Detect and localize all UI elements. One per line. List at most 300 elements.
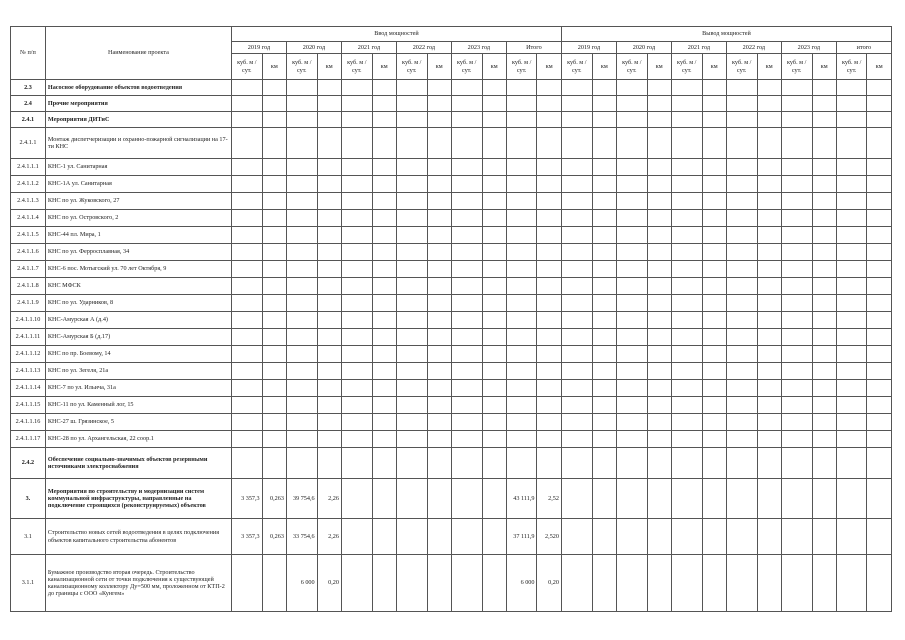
value-cell <box>262 128 286 159</box>
header-unit-km: км <box>317 54 341 80</box>
empty-cell <box>836 346 867 363</box>
header-unit-flow: куб. м / сут. <box>231 54 262 80</box>
empty-cell <box>561 414 592 431</box>
empty-cell <box>867 346 892 363</box>
value-cell <box>537 448 561 479</box>
empty-cell <box>372 380 396 397</box>
empty-cell <box>427 380 451 397</box>
value-cell <box>537 159 561 176</box>
value-cell <box>537 261 561 278</box>
value-cell <box>317 96 341 112</box>
row-project-name: КНС-27 ш. Грязинское, 5 <box>45 414 231 431</box>
value-cell <box>537 380 561 397</box>
empty-cell <box>427 555 451 612</box>
row-project-name: КНС-44 пл. Мира, 1 <box>45 227 231 244</box>
empty-cell <box>812 380 836 397</box>
value-cell: 43 111,9 <box>506 479 537 519</box>
empty-cell <box>451 159 482 176</box>
empty-cell <box>341 159 372 176</box>
empty-cell <box>867 159 892 176</box>
value-cell <box>286 346 317 363</box>
value-cell <box>506 431 537 448</box>
empty-cell <box>341 329 372 346</box>
empty-cell <box>836 261 867 278</box>
empty-cell <box>616 159 647 176</box>
empty-cell <box>836 159 867 176</box>
row-number: 2.4.1.1.2 <box>11 176 46 193</box>
value-cell <box>537 128 561 159</box>
empty-cell <box>671 227 702 244</box>
empty-cell <box>867 176 892 193</box>
value-cell: 6 000 <box>506 555 537 612</box>
empty-cell <box>616 479 647 519</box>
empty-cell <box>561 519 592 555</box>
value-cell <box>262 80 286 96</box>
empty-cell <box>592 227 616 244</box>
empty-cell <box>812 227 836 244</box>
empty-cell <box>867 227 892 244</box>
empty-cell <box>812 329 836 346</box>
empty-cell <box>867 448 892 479</box>
row-project-name: Монтаж диспетчеризации и охранно-пожарной сигнализации на 17-ти КНС <box>45 128 231 159</box>
value-cell <box>286 227 317 244</box>
value-cell: 0,263 <box>262 519 286 555</box>
value-cell <box>286 363 317 380</box>
value-cell <box>262 210 286 227</box>
empty-cell <box>341 112 372 128</box>
empty-cell <box>451 80 482 96</box>
value-cell <box>286 295 317 312</box>
empty-cell <box>812 80 836 96</box>
row-project-name: Бумажное производство вторая очередь. Строительство канализационной сети от точки подключения к существующей канализационному коллектору Ду=500 мм, проложенном от КТП-2 до границы с ООО «Кунгем» <box>45 555 231 612</box>
row-project-name: КНС-1 ул. Санитарная <box>45 159 231 176</box>
empty-cell <box>702 295 726 312</box>
empty-cell <box>867 210 892 227</box>
value-cell <box>231 112 262 128</box>
header-year-out: 2019 год <box>561 42 616 54</box>
value-cell <box>537 414 561 431</box>
empty-cell <box>396 176 427 193</box>
empty-cell <box>781 80 812 96</box>
value-cell <box>317 80 341 96</box>
value-cell <box>231 329 262 346</box>
empty-cell <box>372 312 396 329</box>
empty-cell <box>781 128 812 159</box>
row-project-name: Обеспечение социально-значимых объектов резервными источниками электроснабжения <box>45 448 231 479</box>
header-unit-km: км <box>372 54 396 80</box>
empty-cell <box>592 346 616 363</box>
empty-cell <box>372 112 396 128</box>
value-cell <box>317 414 341 431</box>
value-cell <box>262 193 286 210</box>
empty-cell <box>372 210 396 227</box>
table-row <box>11 80 892 96</box>
empty-cell <box>702 176 726 193</box>
value-cell <box>286 448 317 479</box>
empty-cell <box>396 159 427 176</box>
empty-cell <box>836 363 867 380</box>
empty-cell <box>561 479 592 519</box>
value-cell <box>231 261 262 278</box>
empty-cell <box>757 363 781 380</box>
empty-cell <box>757 96 781 112</box>
empty-cell <box>726 176 757 193</box>
value-cell <box>506 295 537 312</box>
value-cell <box>231 159 262 176</box>
empty-cell <box>427 329 451 346</box>
empty-cell <box>867 431 892 448</box>
header-unit-flow: куб. м / сут. <box>396 54 427 80</box>
empty-cell <box>702 414 726 431</box>
value-cell <box>537 96 561 112</box>
value-cell <box>537 329 561 346</box>
value-cell <box>286 96 317 112</box>
empty-cell <box>781 227 812 244</box>
value-cell <box>262 159 286 176</box>
value-cell <box>262 261 286 278</box>
empty-cell <box>372 261 396 278</box>
empty-cell <box>372 555 396 612</box>
row-number: 2.4.1.1.7 <box>11 261 46 278</box>
empty-cell <box>781 380 812 397</box>
row-number: 2.4.1.1.5 <box>11 227 46 244</box>
empty-cell <box>812 519 836 555</box>
empty-cell <box>867 414 892 431</box>
row-number: 2.4.1.1.16 <box>11 414 46 431</box>
value-cell <box>231 295 262 312</box>
empty-cell <box>372 244 396 261</box>
empty-cell <box>726 278 757 295</box>
empty-cell <box>867 244 892 261</box>
empty-cell <box>757 176 781 193</box>
row-project-name: КНС по ул. Зегеля, 21а <box>45 363 231 380</box>
empty-cell <box>372 128 396 159</box>
empty-cell <box>757 329 781 346</box>
empty-cell <box>616 363 647 380</box>
table-row <box>11 261 892 278</box>
empty-cell <box>726 193 757 210</box>
empty-cell <box>451 479 482 519</box>
empty-cell <box>427 295 451 312</box>
empty-cell <box>781 329 812 346</box>
empty-cell <box>372 295 396 312</box>
empty-cell <box>867 329 892 346</box>
empty-cell <box>671 112 702 128</box>
empty-cell <box>561 380 592 397</box>
empty-cell <box>757 519 781 555</box>
value-cell: 37 111,9 <box>506 519 537 555</box>
empty-cell <box>616 176 647 193</box>
empty-cell <box>372 448 396 479</box>
header-unit-flow: куб. м / сут. <box>781 54 812 80</box>
empty-cell <box>372 80 396 96</box>
header-year-out: 2023 год <box>781 42 836 54</box>
empty-cell <box>616 380 647 397</box>
row-number: 2.4.1.1.6 <box>11 244 46 261</box>
empty-cell <box>372 176 396 193</box>
value-cell <box>262 555 286 612</box>
empty-cell <box>451 448 482 479</box>
empty-cell <box>671 380 702 397</box>
table-row <box>11 479 892 519</box>
empty-cell <box>341 346 372 363</box>
empty-cell <box>561 80 592 96</box>
header-unit-km: км <box>757 54 781 80</box>
empty-cell <box>757 414 781 431</box>
value-cell <box>231 278 262 295</box>
value-cell <box>506 346 537 363</box>
empty-cell <box>396 210 427 227</box>
empty-cell <box>757 80 781 96</box>
table-row <box>11 278 892 295</box>
empty-cell <box>647 176 671 193</box>
empty-cell <box>671 448 702 479</box>
empty-cell <box>341 431 372 448</box>
empty-cell <box>647 312 671 329</box>
empty-cell <box>757 479 781 519</box>
header-capacity-in: Ввод мощностей <box>231 27 561 42</box>
value-cell <box>537 312 561 329</box>
header-unit-flow: куб. м / сут. <box>506 54 537 80</box>
empty-cell <box>372 96 396 112</box>
empty-cell <box>396 363 427 380</box>
empty-cell <box>427 346 451 363</box>
value-cell <box>537 112 561 128</box>
empty-cell <box>616 80 647 96</box>
empty-cell <box>781 448 812 479</box>
empty-cell <box>671 312 702 329</box>
empty-cell <box>836 479 867 519</box>
empty-cell <box>427 363 451 380</box>
empty-cell <box>592 278 616 295</box>
empty-cell <box>341 96 372 112</box>
empty-cell <box>341 227 372 244</box>
empty-cell <box>702 519 726 555</box>
empty-cell <box>781 261 812 278</box>
empty-cell <box>396 244 427 261</box>
value-cell <box>286 159 317 176</box>
empty-cell <box>812 346 836 363</box>
empty-cell <box>726 414 757 431</box>
empty-cell <box>482 479 506 519</box>
empty-cell <box>726 363 757 380</box>
row-number: 3. <box>11 479 46 519</box>
empty-cell <box>561 431 592 448</box>
empty-cell <box>781 278 812 295</box>
value-cell <box>231 397 262 414</box>
empty-cell <box>592 80 616 96</box>
empty-cell <box>647 244 671 261</box>
empty-cell <box>396 96 427 112</box>
empty-cell <box>647 210 671 227</box>
empty-cell <box>781 414 812 431</box>
row-number: 2.4.1.1.17 <box>11 431 46 448</box>
empty-cell <box>561 329 592 346</box>
empty-cell <box>561 244 592 261</box>
empty-cell <box>867 261 892 278</box>
empty-cell <box>592 261 616 278</box>
empty-cell <box>647 346 671 363</box>
empty-cell <box>671 159 702 176</box>
empty-cell <box>726 380 757 397</box>
empty-cell <box>427 128 451 159</box>
empty-cell <box>702 448 726 479</box>
empty-cell <box>836 227 867 244</box>
empty-cell <box>757 380 781 397</box>
value-cell <box>537 244 561 261</box>
empty-cell <box>836 448 867 479</box>
empty-cell <box>341 128 372 159</box>
value-cell <box>537 210 561 227</box>
empty-cell <box>726 397 757 414</box>
row-project-name: КНС-28 по ул. Архангельская, 22 соор.1 <box>45 431 231 448</box>
header-unit-km: км <box>537 54 561 80</box>
empty-cell <box>451 555 482 612</box>
row-number: 2.4.1.1.8 <box>11 278 46 295</box>
value-cell <box>231 346 262 363</box>
header-unit-km: км <box>262 54 286 80</box>
empty-cell <box>726 96 757 112</box>
empty-cell <box>781 431 812 448</box>
value-cell <box>317 312 341 329</box>
value-cell <box>506 80 537 96</box>
empty-cell <box>427 96 451 112</box>
value-cell <box>286 414 317 431</box>
empty-cell <box>451 329 482 346</box>
empty-cell <box>647 159 671 176</box>
value-cell <box>317 244 341 261</box>
empty-cell <box>757 295 781 312</box>
empty-cell <box>867 80 892 96</box>
value-cell <box>506 380 537 397</box>
empty-cell <box>671 96 702 112</box>
empty-cell <box>372 397 396 414</box>
value-cell <box>262 312 286 329</box>
empty-cell <box>781 96 812 112</box>
header-unit-km: км <box>702 54 726 80</box>
header-unit-flow: куб. м / сут. <box>836 54 867 80</box>
empty-cell <box>561 193 592 210</box>
value-cell <box>506 414 537 431</box>
empty-cell <box>372 329 396 346</box>
empty-cell <box>482 397 506 414</box>
empty-cell <box>451 128 482 159</box>
value-cell <box>286 380 317 397</box>
empty-cell <box>647 380 671 397</box>
empty-cell <box>702 112 726 128</box>
empty-cell <box>836 295 867 312</box>
value-cell <box>506 448 537 479</box>
value-cell: 39 754,6 <box>286 479 317 519</box>
value-cell <box>317 397 341 414</box>
value-cell <box>506 329 537 346</box>
value-cell <box>262 397 286 414</box>
table-row <box>11 555 892 612</box>
empty-cell <box>726 329 757 346</box>
empty-cell <box>671 329 702 346</box>
empty-cell <box>702 329 726 346</box>
empty-cell <box>561 363 592 380</box>
header-unit-flow: куб. м / сут. <box>561 54 592 80</box>
value-cell <box>231 448 262 479</box>
empty-cell <box>592 210 616 227</box>
empty-cell <box>616 519 647 555</box>
empty-cell <box>726 159 757 176</box>
empty-cell <box>451 414 482 431</box>
empty-cell <box>482 261 506 278</box>
empty-cell <box>647 363 671 380</box>
empty-cell <box>372 159 396 176</box>
header-number: № п/п <box>11 27 46 80</box>
empty-cell <box>396 397 427 414</box>
table-row <box>11 414 892 431</box>
empty-cell <box>647 227 671 244</box>
empty-cell <box>341 397 372 414</box>
value-cell <box>506 397 537 414</box>
empty-cell <box>561 397 592 414</box>
empty-cell <box>671 414 702 431</box>
empty-cell <box>812 397 836 414</box>
value-cell: 6 000 <box>286 555 317 612</box>
row-number: 2.4.1.1.13 <box>11 363 46 380</box>
empty-cell <box>812 96 836 112</box>
empty-cell <box>812 363 836 380</box>
value-cell <box>506 210 537 227</box>
value-cell <box>231 193 262 210</box>
empty-cell <box>726 210 757 227</box>
value-cell <box>231 555 262 612</box>
empty-cell <box>671 519 702 555</box>
value-cell <box>286 193 317 210</box>
empty-cell <box>592 431 616 448</box>
header-unit-km: км <box>482 54 506 80</box>
table-row <box>11 96 892 112</box>
empty-cell <box>867 363 892 380</box>
empty-cell <box>647 112 671 128</box>
value-cell <box>317 112 341 128</box>
empty-cell <box>781 193 812 210</box>
empty-cell <box>867 380 892 397</box>
header-unit-km: км <box>647 54 671 80</box>
empty-cell <box>726 448 757 479</box>
empty-cell <box>396 329 427 346</box>
empty-cell <box>592 176 616 193</box>
empty-cell <box>561 210 592 227</box>
value-cell <box>537 295 561 312</box>
header-year-out: 2021 год <box>671 42 726 54</box>
empty-cell <box>341 278 372 295</box>
value-cell <box>317 261 341 278</box>
empty-cell <box>671 295 702 312</box>
header-year-out: 2022 год <box>726 42 781 54</box>
empty-cell <box>592 448 616 479</box>
empty-cell <box>482 244 506 261</box>
empty-cell <box>757 397 781 414</box>
empty-cell <box>592 159 616 176</box>
row-number: 2.4.1.1.3 <box>11 193 46 210</box>
empty-cell <box>372 519 396 555</box>
value-cell <box>286 210 317 227</box>
empty-cell <box>427 312 451 329</box>
empty-cell <box>671 555 702 612</box>
empty-cell <box>781 112 812 128</box>
empty-cell <box>561 176 592 193</box>
row-number: 2.4.1.1.15 <box>11 397 46 414</box>
empty-cell <box>451 431 482 448</box>
empty-cell <box>757 210 781 227</box>
empty-cell <box>812 555 836 612</box>
empty-cell <box>561 278 592 295</box>
